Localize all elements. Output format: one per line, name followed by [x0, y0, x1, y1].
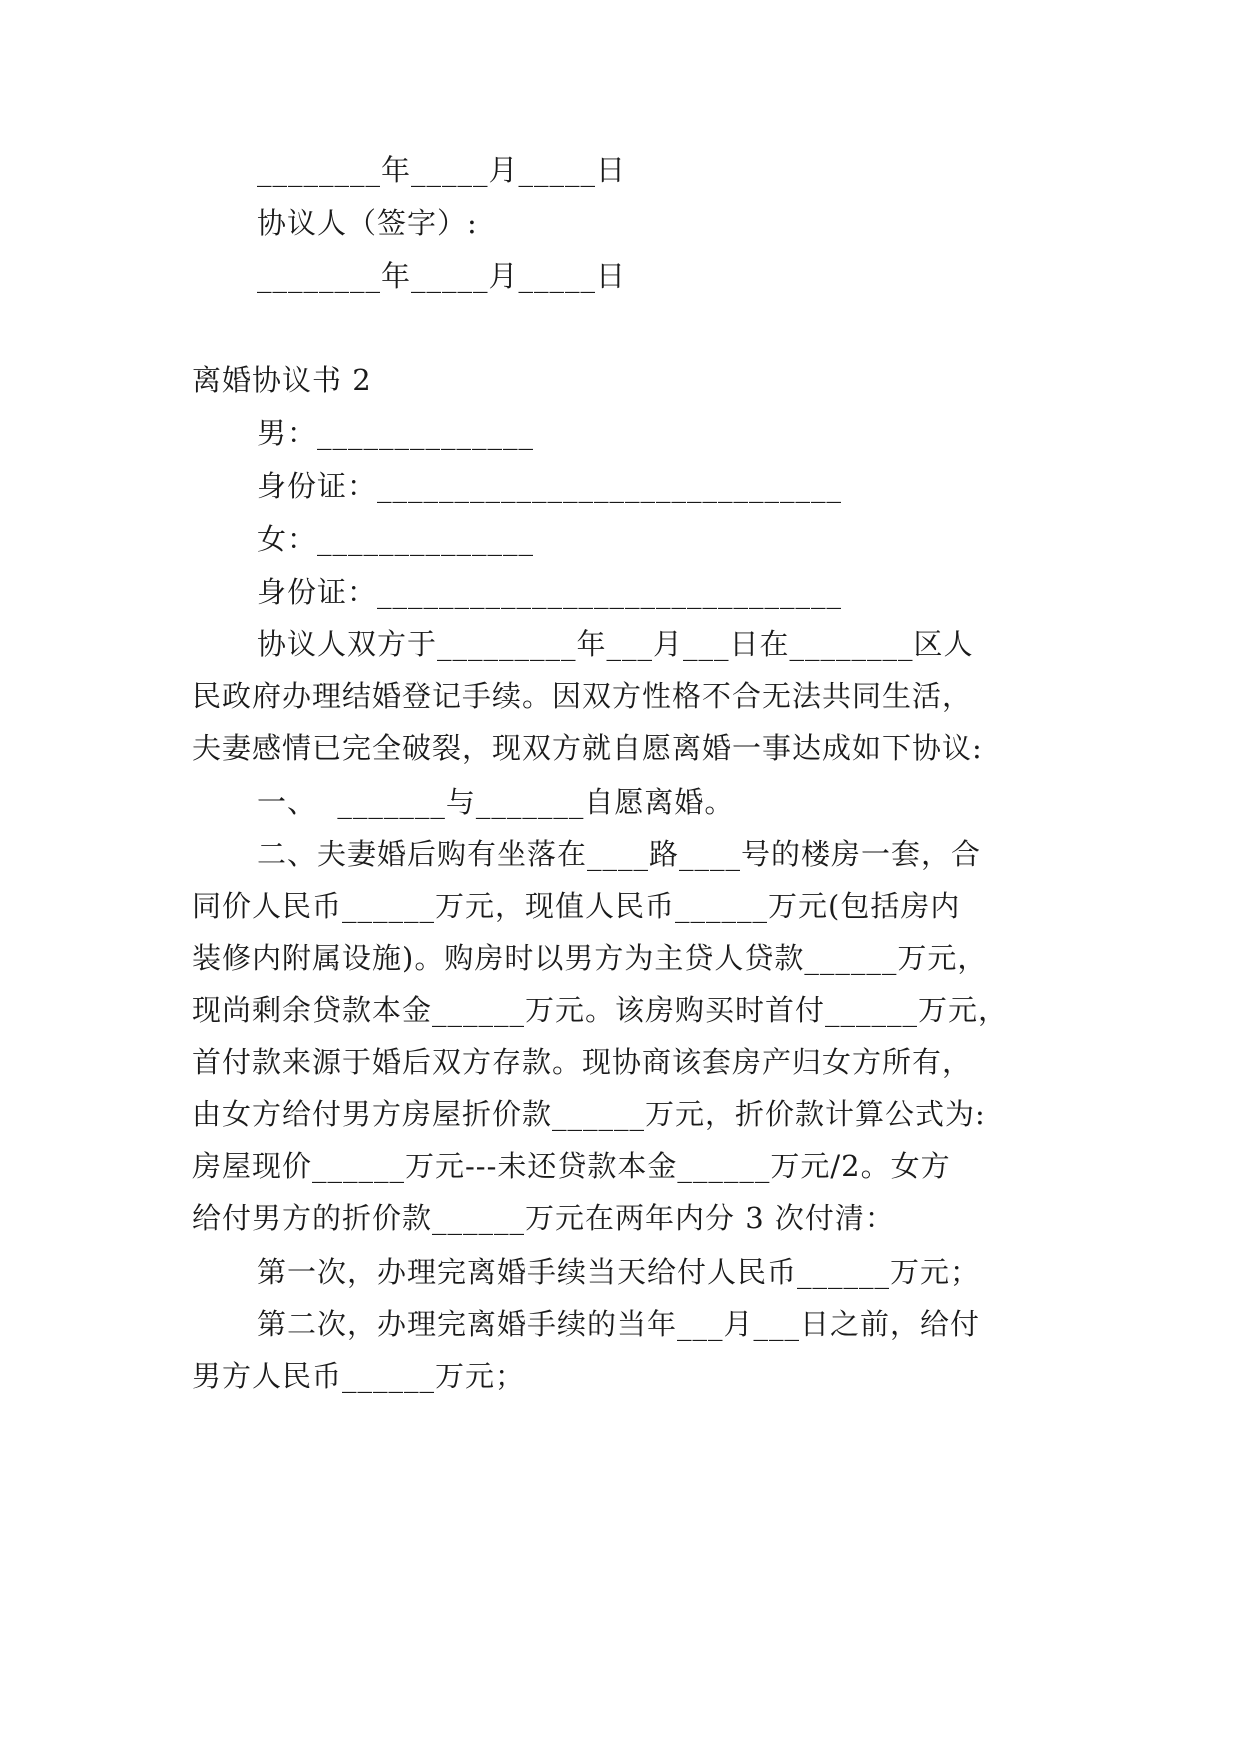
payment-2-line-1: 第二次，办理完离婚手续的当年___月___日之前，给付: [257, 1307, 981, 1341]
male-field: 男：______________: [257, 416, 535, 450]
item-1: 一、 _______与_______自愿离婚。: [257, 785, 735, 819]
item-2-line-8: 给付男方的折价款______万元在两年内分 3 次付清：: [192, 1201, 895, 1235]
date-line-2: ________年_____月_____日: [257, 259, 627, 293]
item-2-line-6: 由女方给付男方房屋折价款______万元，折价款计算公式为:: [192, 1097, 986, 1131]
payment-1: 第一次，办理完离婚手续当天给付人民币______万元；: [257, 1255, 981, 1289]
paragraph-1-line-2: 民政府办理结婚登记手续。因双方性格不合无法共同生活，: [192, 679, 973, 713]
payment-2-line-2: 男方人民币______万元；: [192, 1359, 526, 1393]
item-2-line-2: 同价人民币______万元，现值人民币______万元(包括房内: [192, 889, 961, 923]
male-id-field: 身份证：______________________________: [257, 469, 843, 503]
date-line-1: ________年_____月_____日: [257, 153, 627, 187]
signer-label: 协议人（签字）:: [257, 206, 478, 240]
item-2-line-1: 二、夫妻婚后购有坐落在____路____号的楼房一套，合: [257, 837, 982, 871]
item-2-line-7: 房屋现价______万元---未还贷款本金______万元/2。女方: [192, 1149, 951, 1183]
female-field: 女：______________: [257, 522, 535, 556]
paragraph-1-line-3: 夫妻感情已完全破裂，现双方就自愿离婚一事达成如下协议:: [192, 731, 983, 765]
item-2-line-3: 装修内附属设施)。购房时以男方为主贷人贷款______万元，: [192, 941, 988, 975]
item-2-line-5: 首付款来源于婚后双方存款。现协商该套房产归女方所有，: [192, 1045, 973, 1079]
female-id-field: 身份证：______________________________: [257, 575, 843, 609]
item-2-line-4: 现尚剩余贷款本金______万元。该房购买时首付______万元，: [192, 993, 1009, 1027]
paragraph-1-line-1: 协议人双方于_________年___月___日在________区人: [257, 627, 974, 661]
document-title: 离婚协议书 2: [192, 363, 372, 397]
